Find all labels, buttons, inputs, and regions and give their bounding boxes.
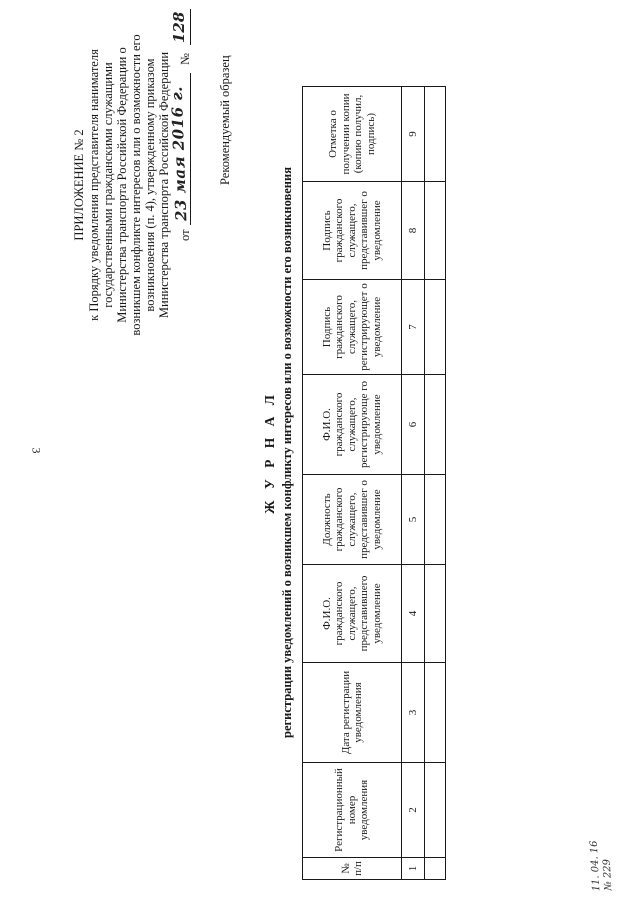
order-date-handwritten: 23 мая 2016 г.: [167, 85, 191, 222]
appendix-line-4: возникшем конфликте интересов или о возможности его: [129, 34, 143, 336]
recommended-sample-label: Рекомендуемый образец: [218, 55, 232, 185]
column-number-cell: 7: [402, 280, 425, 375]
appendix-line-1: к Порядку уведомления представителя нанимателя: [87, 49, 101, 321]
order-from-label: от: [178, 229, 192, 241]
journal-table: [302, 86, 446, 880]
order-number-label: №: [178, 53, 192, 65]
empty-cell: [425, 87, 446, 182]
header-cell: Подпись гражданского служащего, регистрирующет о уведомление: [303, 280, 402, 375]
appendix-line-2: государственными гражданскими служащими: [101, 62, 115, 308]
column-number-cell: 2: [402, 763, 425, 858]
empty-cell: [425, 280, 446, 375]
journal-title: Ж У Р Н А Л: [262, 391, 277, 514]
empty-cell: [425, 763, 446, 858]
column-number-cell: 6: [402, 375, 425, 475]
appendix-line-3: Министерства транспорта Российской Федерации о: [115, 47, 129, 323]
handwritten-registration-note: [589, 840, 616, 892]
header-cell: Ф.И.О. гражданского служащего, представившего уведомление: [303, 565, 402, 663]
header-row: [303, 87, 402, 880]
order-reference: [167, 5, 194, 241]
empty-cell: [425, 663, 446, 763]
appendix-line-5: возникновения (п. 4), утвержденному приказом: [143, 58, 157, 312]
header-cell: Должность гражданского служащего, представившег о уведомление: [303, 475, 402, 565]
appendix-line-6: Министерства транспорта Российской Федерации: [157, 51, 171, 319]
empty-cell: [425, 475, 446, 565]
header-cell: Ф.И.О. гражданского служащего, регистрирующе го уведомление: [303, 375, 402, 475]
appendix-title: ПРИЛОЖЕНИЕ № 2: [72, 129, 86, 241]
column-number-row: [402, 87, 425, 880]
empty-cell: [425, 858, 446, 880]
header-cell: Отметка о получении копии (копию получил, подпись): [303, 87, 402, 182]
page-number: 3: [29, 447, 44, 454]
journal-subtitle: регистрации уведомлений о возникшем конфликту интересов или о возможности его возникновения: [280, 167, 294, 738]
empty-row: [425, 87, 446, 880]
column-number-cell: 1: [402, 858, 425, 880]
header-cell: Регистрационный номер уведомления: [303, 763, 402, 858]
empty-cell: [425, 182, 446, 280]
empty-cell: [425, 375, 446, 475]
column-number-cell: 8: [402, 182, 425, 280]
empty-cell: [425, 565, 446, 663]
header-cell: № п/п: [303, 858, 402, 880]
header-cell: Подпись гражданского служащего, представившег о уведомление: [303, 182, 402, 280]
column-number-cell: 5: [402, 475, 425, 565]
column-number-cell: 4: [402, 565, 425, 663]
handwritten-note-number: № 229: [601, 858, 615, 891]
column-number-cell: 9: [402, 87, 425, 182]
column-number-cell: 3: [402, 663, 425, 763]
header-cell: Дата регистрации уведомления: [303, 663, 402, 763]
order-number-underline: [188, 9, 191, 45]
order-number-handwritten: 128: [170, 11, 188, 43]
handwritten-note-date: 11. 04. 16: [588, 840, 603, 892]
